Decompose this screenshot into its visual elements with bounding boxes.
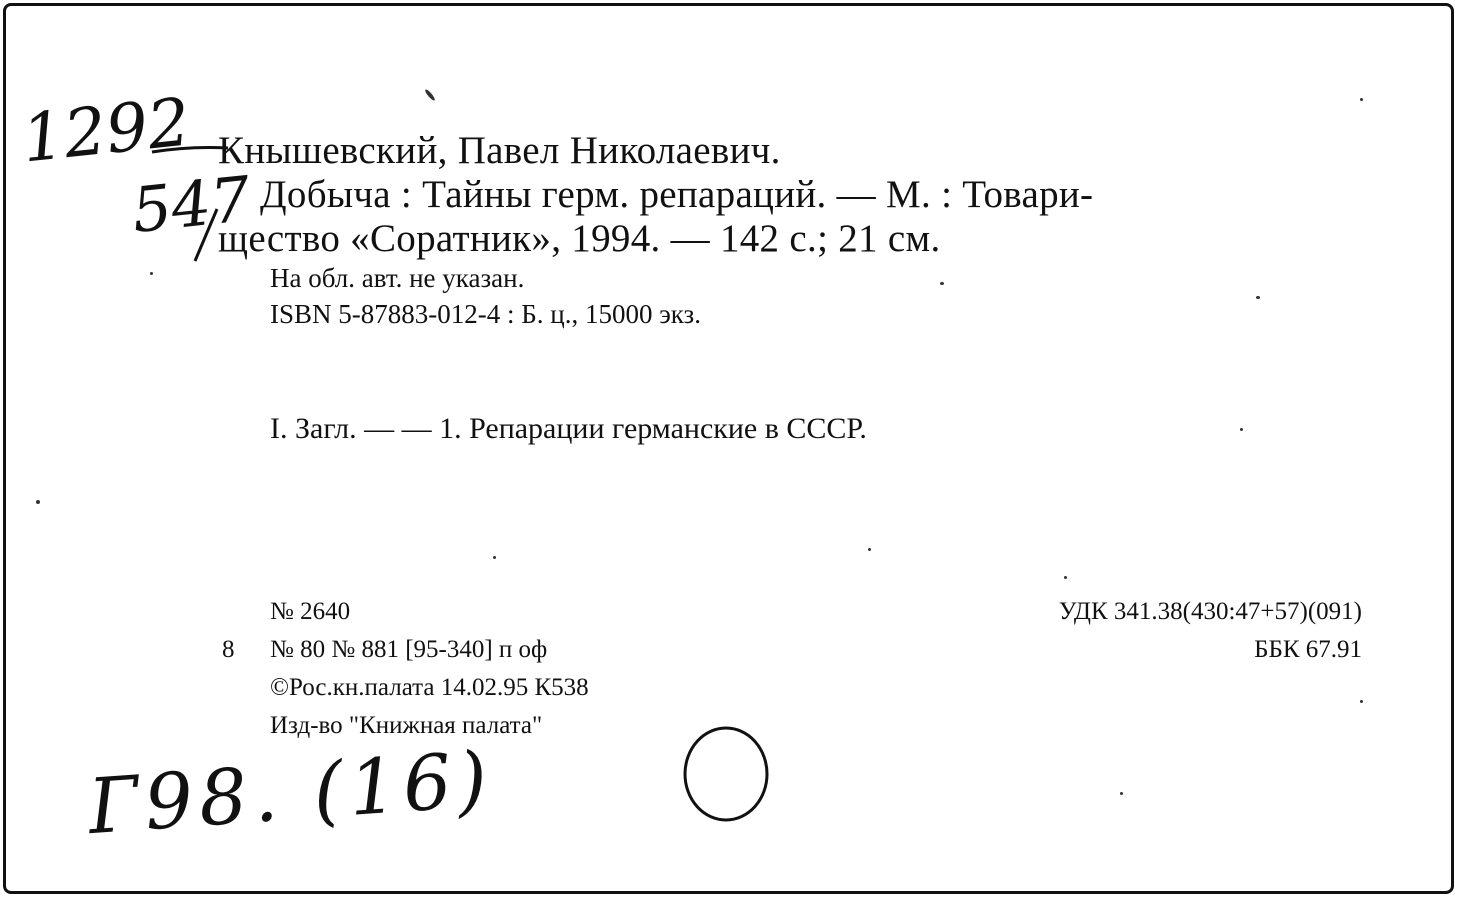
circle-stamp	[676, 718, 776, 834]
scan-speck	[940, 282, 944, 285]
record-numbers-line: № 80 № 881 [95-340] п оф	[270, 636, 548, 663]
scan-speck	[150, 272, 153, 275]
scan-speck	[1360, 700, 1363, 703]
author-heading: Кнышевский, Павел Николаевич.	[218, 129, 781, 172]
scan-speck	[1256, 296, 1260, 299]
subject-headings: I. Загл. — — 1. Репарации германские в СССР.	[270, 412, 867, 445]
title-line-1: Добыча : Тайны герм. репараций. — М. : Товари-	[260, 173, 1094, 216]
record-number: № 2640	[270, 598, 351, 625]
publisher-line: Изд-во "Книжная палата"	[270, 712, 543, 739]
scan-speck	[1064, 576, 1067, 579]
isbn-line: ISBN 5-87883-012-4 : Б. ц., 15000 экз.	[270, 299, 701, 329]
scan-speck	[36, 500, 40, 504]
scan-speck	[868, 548, 871, 551]
scan-speck	[1120, 792, 1123, 795]
prefix-digit: 8	[222, 636, 235, 663]
handwritten-number-top: 1292	[18, 83, 194, 178]
copyright-line: ©Рос.кн.палата 14.02.95 К538	[270, 674, 589, 701]
scan-speck	[493, 556, 496, 559]
title-line-2: щество «Соратник», 1994. — 142 с.; 21 см.	[218, 217, 941, 260]
scan-speck	[1240, 428, 1243, 431]
udk-code: УДК 341.38(430:47+57)(091)	[1058, 598, 1362, 625]
handwritten-shelfmark: Г98. (16)	[85, 733, 496, 852]
bbk-code: ББК 67.91	[1254, 636, 1362, 663]
handwritten-number-bottom: 547	[128, 162, 254, 247]
scan-speck	[1360, 98, 1363, 101]
note-line: На обл. авт. не указан.	[270, 263, 525, 293]
